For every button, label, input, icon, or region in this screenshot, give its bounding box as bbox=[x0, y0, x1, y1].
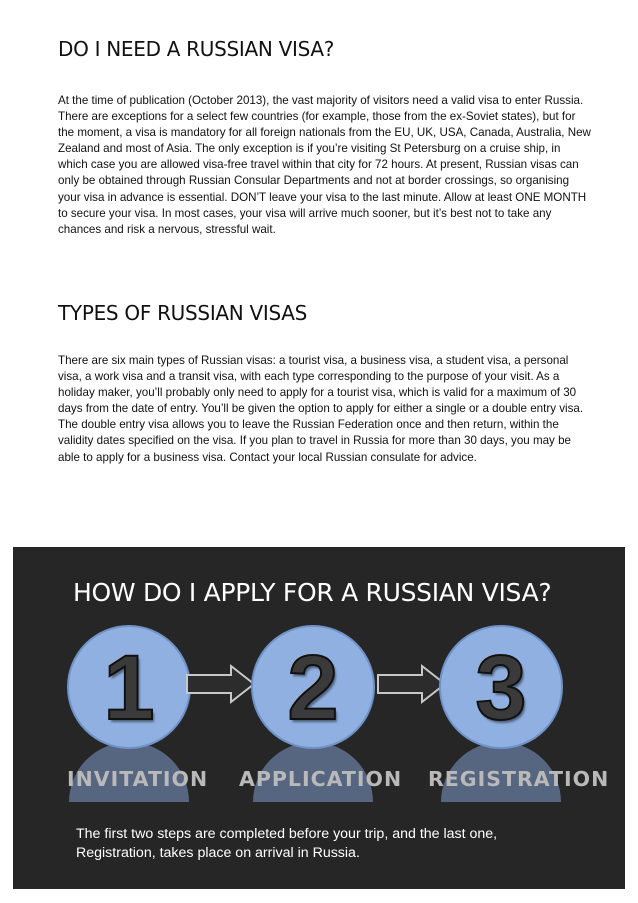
section-body-need-visa: At the time of publication (October 2013), the vast majority of visitors need a valid visa to enter Russia. There are exceptions for a select few countries (for example, those from the ex-Soviet states), but for the moment, a visa is mandatory for all foreign nationals from the EU, UK, USA, Canada, Australia, New Zealand and most of Asia. The only exception is if you’re visiting St Petersburg on a cruise ship, in which case you are allowed visa-free travel within that city for 72 hours. At present, Russian visas can only be obtained through Russian Consular Departments and not at border crossings, so organising your visa in advance is essential. DON’T leave your visa to the last minute. Allow at least ONE MONTH to secure your visa. In most cases, your visa will arrive much sooner, but it’s best not to take any chances and risk a nervous, stressful wait. bbox=[58, 94, 591, 236]
step-3-number: 3 bbox=[475, 637, 527, 739]
step-3-label: REGISTRATION bbox=[428, 767, 610, 791]
arrow-right-icon bbox=[185, 663, 257, 705]
step-2-circle bbox=[251, 625, 375, 749]
how-to-apply-panel bbox=[13, 547, 625, 889]
arrow-right-icon bbox=[376, 663, 448, 705]
step-2-number: 2 bbox=[287, 637, 339, 739]
step-2-label: APPLICATION bbox=[239, 767, 403, 791]
step-1-label: INVITATION bbox=[67, 767, 209, 791]
section-body-visa-types: There are six main types of Russian visas: a tourist visa, a business visa, a student visa, a personal visa, a work visa and a transit visa, with each type corresponding to the purpose of your visit. As a holiday maker, you’ll probably only need to apply for a tourist visa, which is valid for a maximum of 30 days from the date of entry. You’ll be given the option to apply for either a single or a double entry visa. The double entry visa allows you to leave the Russian Federation once and then return, within the validity dates specified on the visa. If you plan to travel in Russia for more than 30 days, you may be able to apply for a business visa. Contact your local Russian consulate for advice. bbox=[58, 354, 584, 464]
section-title-visa-types: TYPES OF RUSSIAN VISAS bbox=[58, 301, 308, 325]
steps-note: The first two steps are completed before your trip, and the last one, Registration, takes place on arrival in Russia. bbox=[76, 826, 498, 861]
panel-title: HOW DO I APPLY FOR A RUSSIAN VISA? bbox=[73, 578, 552, 607]
step-1-circle bbox=[67, 625, 191, 749]
section-title-need-visa: DO I NEED A RUSSIAN VISA? bbox=[58, 37, 335, 61]
step-3-circle bbox=[439, 625, 563, 749]
step-1-number: 1 bbox=[103, 637, 155, 739]
